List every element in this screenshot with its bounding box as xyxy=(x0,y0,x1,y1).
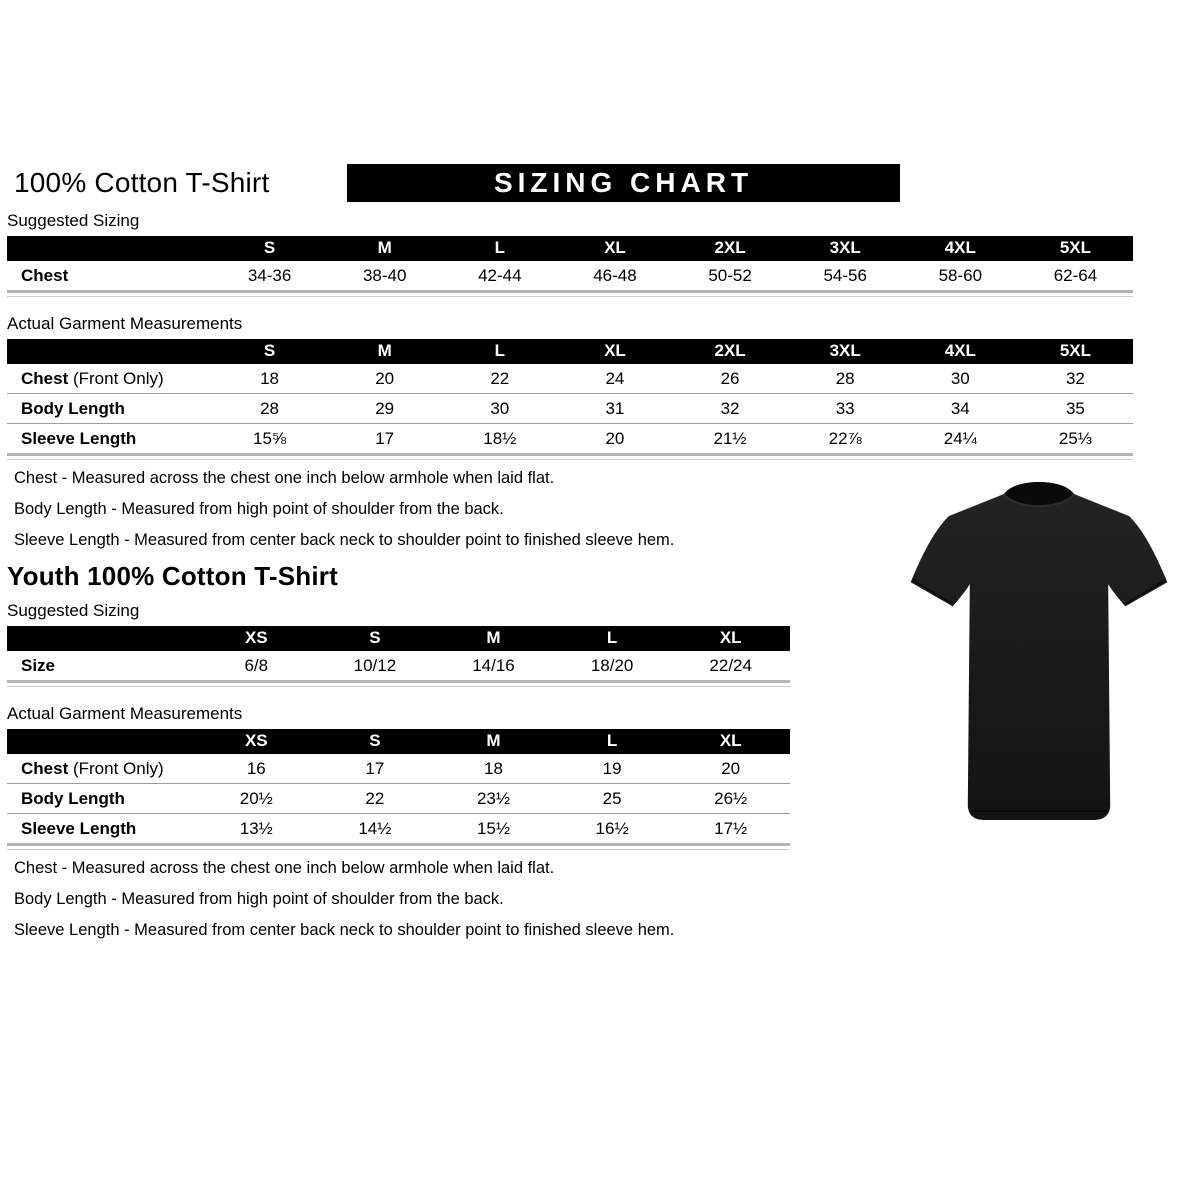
table-corner-cell xyxy=(7,236,212,261)
size-column-header: XL xyxy=(604,238,626,257)
table-header-row xyxy=(7,626,790,651)
adult-chest-note: Chest - Measured across the chest one inch below armhole when laid flat. xyxy=(14,469,555,487)
adult-actual-measurements-label: Actual Garment Measurements xyxy=(7,314,243,333)
size-column-header: M xyxy=(486,731,501,750)
tshirt-product-image xyxy=(888,474,1190,840)
size-column-header: S xyxy=(263,341,276,360)
sizing-chart-banner xyxy=(347,164,900,202)
measurement-cell: 19 xyxy=(602,759,622,778)
measurement-cell: 18 xyxy=(260,369,280,388)
measurement-cell: 25 xyxy=(602,789,622,808)
size-column-header: M xyxy=(377,341,392,360)
measurement-cell: 54-56 xyxy=(823,266,867,285)
row-label-cell: Chest xyxy=(21,266,69,285)
measurement-cell: 58-60 xyxy=(938,266,983,285)
table-corner-cell xyxy=(7,626,197,651)
measurement-cell: 20 xyxy=(605,429,625,448)
measurement-cell: 29 xyxy=(375,399,395,418)
measurement-cell: 23½ xyxy=(476,789,511,808)
measurement-cell: 34 xyxy=(950,399,970,418)
measurement-cell: 16 xyxy=(246,759,266,778)
measurement-cell: 32 xyxy=(1065,369,1085,388)
size-column-header: XS xyxy=(244,731,268,750)
size-column-header: 2XL xyxy=(714,341,746,360)
table-row xyxy=(7,814,790,843)
measurement-cell: 33 xyxy=(835,399,855,418)
measurement-cell: 32 xyxy=(720,399,740,418)
size-column-header: XL xyxy=(719,628,742,647)
table-corner-cell xyxy=(7,729,197,754)
youth-title: Youth 100% Cotton T-Shirt xyxy=(7,561,338,591)
youth-actual-measurements-label: Actual Garment Measurements xyxy=(7,704,243,723)
measurement-cell: 50-52 xyxy=(708,266,752,285)
row-label-cell: Chest (Front Only) xyxy=(21,759,164,778)
size-column-header: 5XL xyxy=(1059,341,1092,360)
sizing-chart-banner-text: SIZING CHART xyxy=(493,167,754,198)
size-column-header: S xyxy=(263,238,276,257)
measurement-cell: 15½ xyxy=(476,819,511,838)
size-column-header: M xyxy=(486,628,501,647)
measurement-cell: 28 xyxy=(835,369,855,388)
measurement-cell: 30 xyxy=(950,369,970,388)
measurement-cell: 20 xyxy=(721,759,741,778)
youth-suggested-sizing-label: Suggested Sizing xyxy=(7,601,140,620)
measurement-cell: 22 xyxy=(490,369,510,388)
measurement-cell: 22⅞ xyxy=(828,429,862,448)
measurement-cell: 18½ xyxy=(483,429,517,448)
measurement-cell: 28 xyxy=(260,399,280,418)
adult-title: 100% Cotton T-Shirt xyxy=(14,167,270,198)
measurement-cell: 17 xyxy=(365,759,385,778)
size-column-header: XL xyxy=(604,341,626,360)
measurement-cell: 46-48 xyxy=(593,266,637,285)
measurement-cell: 24 xyxy=(605,369,625,388)
table-header-row xyxy=(7,729,790,754)
size-column-header: M xyxy=(377,238,392,257)
size-column-header: 3XL xyxy=(829,238,861,257)
table-row xyxy=(7,424,1133,453)
table-header-row xyxy=(7,339,1133,364)
measurement-cell: 17½ xyxy=(714,819,748,838)
table-row xyxy=(7,364,1133,394)
measurement-cell: 17 xyxy=(375,429,395,448)
measurement-cell: 21½ xyxy=(713,429,747,448)
size-column-header: 2XL xyxy=(714,238,746,257)
measurement-cell: 18 xyxy=(484,759,503,778)
row-label-cell: Sleeve Length xyxy=(21,429,137,448)
measurement-cell: 22 xyxy=(365,789,385,808)
measurement-cell: 20½ xyxy=(239,789,273,808)
size-column-header: XL xyxy=(719,731,742,750)
measurement-cell: 10/12 xyxy=(353,656,397,675)
youth-suggested-sizing-table xyxy=(7,626,790,683)
size-column-header: L xyxy=(606,628,618,647)
size-column-header: L xyxy=(494,238,505,257)
measurement-cell: 24¼ xyxy=(943,429,977,448)
measurement-cell: 14/16 xyxy=(472,656,515,675)
size-column-header: 4XL xyxy=(944,341,976,360)
youth-chest-note: Chest - Measured across the chest one inch below armhole when laid flat. xyxy=(14,859,555,877)
adult-actual-measurements-table xyxy=(7,339,1133,456)
size-column-header: S xyxy=(369,731,381,750)
measurement-cell: 31 xyxy=(605,399,625,418)
measurement-cell: 35 xyxy=(1065,399,1085,418)
measurement-cell: 34-36 xyxy=(247,266,292,285)
adult-header-row xyxy=(7,164,1133,202)
table-row xyxy=(7,651,790,680)
adult-suggested-sizing-label: Suggested Sizing xyxy=(7,211,140,230)
table-row xyxy=(7,394,1133,424)
measurement-cell: 22/24 xyxy=(709,656,752,675)
row-label-cell: Size xyxy=(21,656,56,675)
row-label-cell: Sleeve Length xyxy=(21,819,137,838)
measurement-cell: 38-40 xyxy=(362,266,407,285)
size-column-header: S xyxy=(369,628,381,647)
youth-sleeve-length-note: Sleeve Length - Measured from center back neck to shoulder point to finished sleeve hem. xyxy=(14,921,675,939)
measurement-cell: 20 xyxy=(375,369,395,388)
adult-sleeve-length-note: Sleeve Length - Measured from center back neck to shoulder point to finished sleeve hem. xyxy=(14,531,675,549)
measurement-cell: 26½ xyxy=(714,789,748,808)
adult-suggested-sizing-table xyxy=(7,236,1133,293)
size-column-header: 5XL xyxy=(1059,238,1092,257)
size-column-header: XS xyxy=(244,628,268,647)
measurement-cell: 16½ xyxy=(595,819,629,838)
measurement-cell: 13½ xyxy=(239,819,273,838)
row-label-cell: Body Length xyxy=(21,789,125,808)
measurement-cell: 14½ xyxy=(358,819,392,838)
row-label-cell: Body Length xyxy=(21,399,125,418)
table-corner-cell xyxy=(7,339,212,364)
size-column-header: L xyxy=(606,731,618,750)
measurement-cell: 26 xyxy=(720,369,740,388)
tshirt-body xyxy=(911,494,1168,820)
measurement-cell: 6/8 xyxy=(244,656,269,675)
youth-actual-measurements-table xyxy=(7,729,790,846)
measurement-cell: 15⅝ xyxy=(253,429,287,448)
table-row xyxy=(7,754,790,784)
measurement-cell: 62-64 xyxy=(1053,266,1098,285)
size-column-header: L xyxy=(494,341,505,360)
youth-measurement-notes xyxy=(7,858,1133,940)
measurement-cell: 18/20 xyxy=(590,656,634,675)
youth-body-length-note: Body Length - Measured from high point of shoulder from the back. xyxy=(14,890,504,908)
size-column-header: 4XL xyxy=(944,238,976,257)
measurement-cell: 25⅓ xyxy=(1058,429,1092,448)
row-label-cell: Chest (Front Only) xyxy=(21,369,164,388)
table-header-row xyxy=(7,236,1133,261)
table-row xyxy=(7,784,790,814)
measurement-cell: 30 xyxy=(490,399,510,418)
tshirt-graphic xyxy=(888,474,1190,840)
size-column-header: 3XL xyxy=(829,341,861,360)
adult-body-length-note: Body Length - Measured from high point of shoulder from the back. xyxy=(14,500,504,518)
measurement-cell: 42-44 xyxy=(478,266,522,285)
table-row xyxy=(7,261,1133,290)
